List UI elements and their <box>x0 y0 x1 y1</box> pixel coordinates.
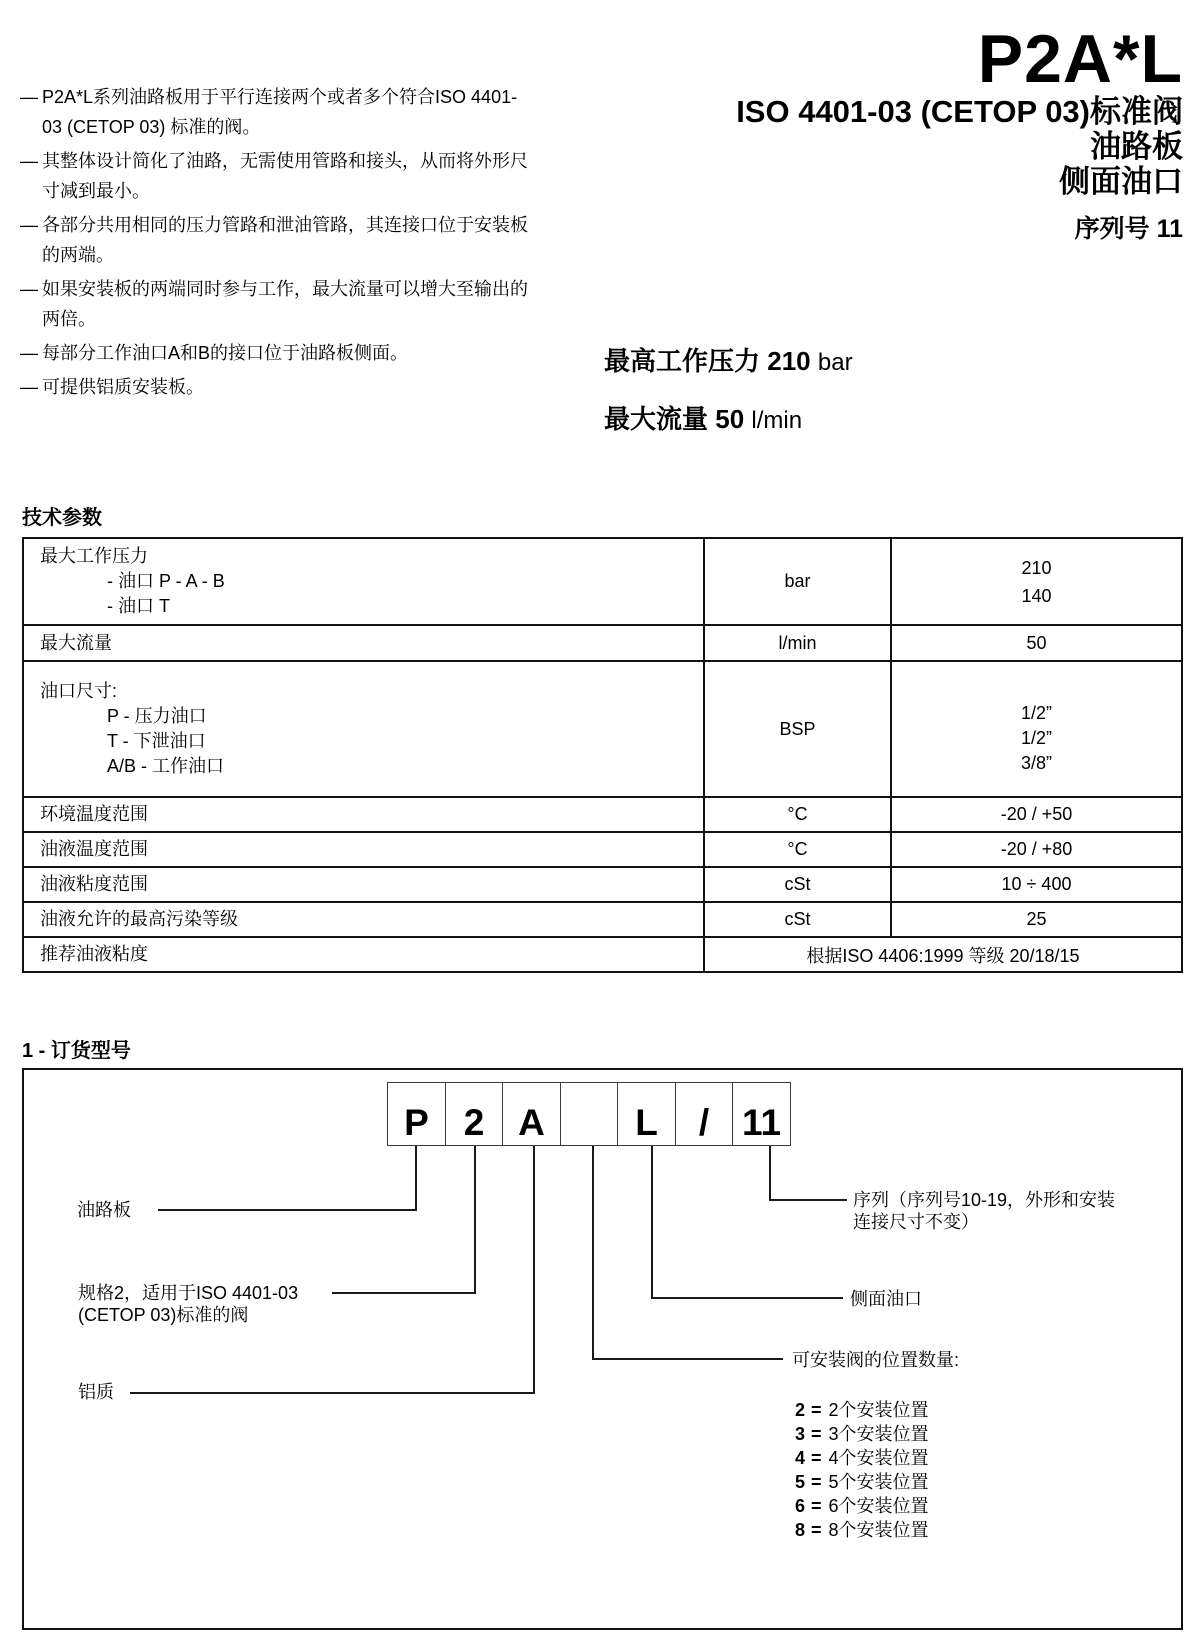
model-code-cell: L <box>617 1082 676 1146</box>
ordering-heading: 1 - 订货型号 <box>22 1040 131 1062</box>
bullet-item <box>20 372 535 402</box>
leader-line-manifold <box>415 1146 417 1211</box>
model-code <box>387 1082 791 1146</box>
tech-params-heading: 技术参数 <box>22 507 102 529</box>
leader-line-positions <box>592 1358 783 1360</box>
bullet-dash: — <box>20 343 38 363</box>
position-desc: 5个安装位置 <box>828 1472 929 1492</box>
value-cell: -20 / +50 <box>890 798 1181 831</box>
intro-bullet-list <box>20 82 535 406</box>
value-cell: 50 <box>890 626 1181 660</box>
table-row-ambient-temp <box>24 796 1181 831</box>
equals-sign: = <box>811 1472 822 1492</box>
leader-line-side-ports <box>651 1146 653 1299</box>
position-item <box>795 1494 929 1518</box>
param-cell: 最大工作压力 - 油口 P - A - B - 油口 T <box>40 546 225 616</box>
position-item <box>795 1518 929 1542</box>
position-code: 8 <box>795 1520 806 1540</box>
position-item <box>795 1446 929 1470</box>
table-row-fluid-temp <box>24 831 1181 866</box>
equals-sign: = <box>811 1448 822 1468</box>
table-row-port-size <box>24 660 1181 796</box>
leader-line-series <box>769 1199 847 1201</box>
bullet-item <box>20 274 535 334</box>
highlights-block <box>604 341 853 436</box>
bullet-dash: — <box>20 151 38 171</box>
leader-line-size <box>332 1292 476 1294</box>
position-code: 5 <box>795 1472 806 1492</box>
position-code: 4 <box>795 1448 806 1468</box>
value-cell: -20 / +80 <box>890 833 1181 866</box>
callout-label-side-ports: 侧面油口 <box>850 1289 922 1309</box>
position-desc: 8个安装位置 <box>828 1520 929 1540</box>
model-code-cell: 11 <box>732 1082 791 1146</box>
bullet-text: 其整体设计简化了油路，无需使用管路和接头，从而将外形尺寸减到最小。 <box>42 151 528 201</box>
leader-line-size <box>474 1146 476 1294</box>
bullet-text: 各部分共用相同的压力管路和泄油管路，其连接口位于安装板的两端。 <box>42 215 528 265</box>
leader-line-aluminium <box>533 1146 535 1394</box>
table-row-max-pressure <box>24 539 1181 624</box>
bullet-dash: — <box>20 377 38 397</box>
leader-line-aluminium <box>130 1392 535 1394</box>
max-pressure-highlight <box>604 341 853 378</box>
value-cell: 25 <box>890 903 1181 936</box>
position-desc: 4个安装位置 <box>828 1448 929 1468</box>
position-item <box>795 1398 929 1422</box>
leader-line-side-ports <box>651 1297 843 1299</box>
title-type-line: 油路板 <box>1090 129 1183 164</box>
bullet-item <box>20 210 535 270</box>
value-cell: 10 ÷ 400 <box>890 868 1181 901</box>
model-code-cell: / <box>675 1082 734 1146</box>
flow-value: 50 <box>715 404 745 434</box>
bullet-text: 每部分工作油口A和B的接口位于油路板侧面。 <box>42 343 409 363</box>
leader-line-manifold <box>158 1209 417 1211</box>
serial-number: 序列号 11 <box>1074 215 1183 243</box>
callout-label-aluminium: 铝质 <box>78 1382 114 1402</box>
param-cell: 油液温度范围 <box>40 839 148 859</box>
pressure-label: 最高工作压力 <box>604 346 761 376</box>
table-row-recommended-viscosity <box>24 936 1181 971</box>
model-code-cell: P <box>387 1082 446 1146</box>
bullet-dash: — <box>20 279 38 299</box>
bullet-item <box>20 338 535 368</box>
unit-cell: °C <box>703 833 890 866</box>
callout-label-manifold: 油路板 <box>77 1200 131 1220</box>
position-code: 3 <box>795 1424 806 1444</box>
position-desc: 3个安装位置 <box>828 1424 929 1444</box>
title-standard-line: ISO 4401-03 (CETOP 03)标准阀 <box>736 94 1183 129</box>
bullet-text: 可提供铝质安装板。 <box>42 377 204 397</box>
equals-sign: = <box>811 1496 822 1516</box>
param-cell: 环境温度范围 <box>40 804 148 824</box>
bullet-text: 如果安装板的两端同时参与工作，最大流量可以增大至输出的两倍。 <box>42 279 528 329</box>
callout-label-positions-title: 可安装阀的位置数量: <box>792 1350 960 1370</box>
position-code: 6 <box>795 1496 806 1516</box>
model-code-cell: A <box>502 1082 561 1146</box>
bullet-dash: — <box>20 215 38 235</box>
value-cell: 1/2” 1/2” 3/8” <box>890 662 1181 796</box>
equals-sign: = <box>811 1424 822 1444</box>
unit-cell: bar <box>703 539 890 624</box>
position-item <box>795 1470 929 1494</box>
model-code-cell <box>560 1082 619 1146</box>
position-desc: 6个安装位置 <box>828 1496 929 1516</box>
bullet-item <box>20 146 535 206</box>
equals-sign: = <box>811 1400 822 1420</box>
unit-cell: l/min <box>703 626 890 660</box>
table-row-max-flow <box>24 624 1181 660</box>
tech-params-table <box>22 537 1183 973</box>
ordering-box <box>22 1068 1183 1630</box>
param-cell: 推荐油液粘度 <box>40 944 148 964</box>
param-cell: 油液允许的最高污染等级 <box>40 909 238 929</box>
positions-list <box>795 1398 929 1542</box>
unit-cell: cSt <box>703 868 890 901</box>
unit-cell: cSt <box>703 903 890 936</box>
equals-sign: = <box>811 1520 822 1540</box>
unit-cell: BSP <box>703 662 890 796</box>
merged-value-cell: 根据ISO 4406:1999 等级 20/18/15 <box>703 938 1181 971</box>
model-code-cell: 2 <box>445 1082 504 1146</box>
flow-unit: l/min <box>751 407 803 434</box>
pressure-value: 210 <box>767 346 811 376</box>
bullet-dash: — <box>20 87 38 107</box>
bullet-item <box>20 82 535 142</box>
leader-line-series <box>769 1146 771 1201</box>
bullet-text: P2A*L系列油路板用于平行连接两个或者多个符合ISO 4401-03 (CETOP 03) 标准的阀。 <box>42 87 518 137</box>
title-ports-line: 侧面油口 <box>1059 164 1183 199</box>
param-cell: 最大流量 <box>40 632 112 653</box>
position-code: 2 <box>795 1400 806 1420</box>
unit-cell: °C <box>703 798 890 831</box>
position-item <box>795 1422 929 1446</box>
product-title: P2A*L <box>977 21 1183 97</box>
param-cell: 油液粘度范围 <box>40 874 148 894</box>
table-row-contamination <box>24 901 1181 936</box>
leader-line-positions <box>592 1146 594 1360</box>
callout-label-series: 序列（序列号10-19，外形和安装连接尺寸不变） <box>853 1190 1116 1232</box>
position-desc: 2个安装位置 <box>828 1400 929 1420</box>
flow-label: 最大流量 <box>604 404 709 434</box>
max-flow-highlight <box>604 399 853 436</box>
pressure-unit: bar <box>817 349 853 376</box>
callout-label-size: 规格2，适用于ISO 4401-03 (CETOP 03)标准的阀 <box>78 1283 299 1325</box>
title-block <box>736 21 1183 245</box>
table-row-viscosity <box>24 866 1181 901</box>
param-cell: 油口尺寸: P - 压力油口 T - 下泄油口 A/B - 工作油口 <box>40 681 225 776</box>
value-cell: 210 140 <box>890 539 1181 624</box>
